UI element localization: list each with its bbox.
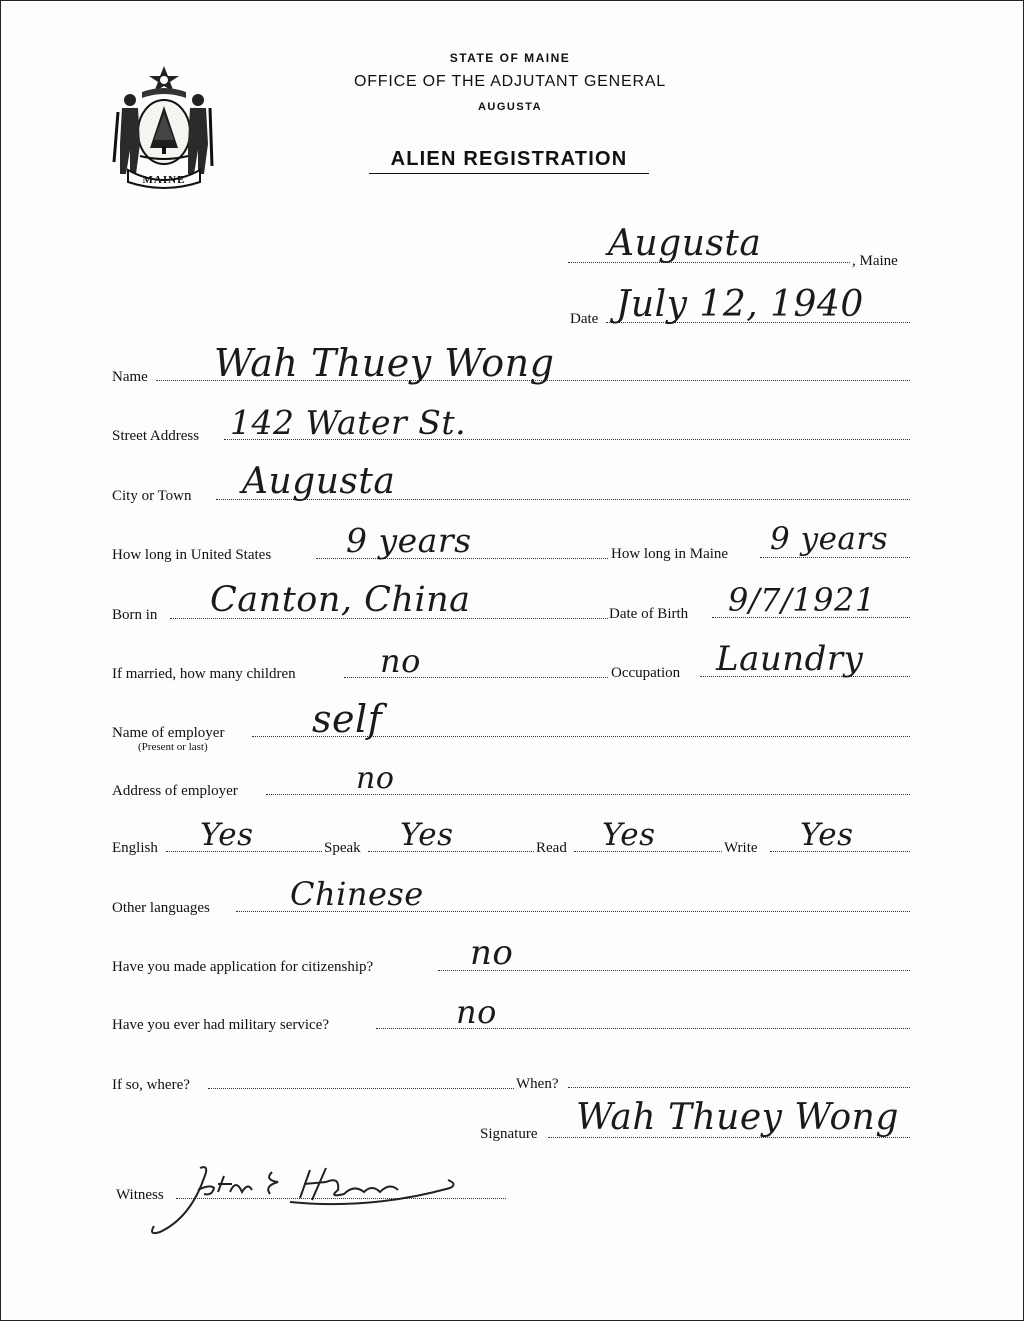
read-label: Read — [536, 840, 567, 856]
citizenship-value: no — [470, 933, 514, 973]
office-heading: OFFICE OF THE ADJUTANT GENERAL — [353, 73, 667, 90]
how-long-us-value: 9 years — [346, 521, 472, 560]
how-long-us-label: How long in United States — [112, 547, 272, 563]
write-label: Write — [724, 840, 758, 856]
witness-label: Witness — [116, 1187, 164, 1203]
city-label: City or Town — [112, 488, 192, 504]
military-label: Have you ever had military service? — [112, 1017, 329, 1033]
citizenship-label: Have you made application for citizenship? — [112, 959, 374, 975]
other-languages-value: Chinese — [290, 875, 424, 913]
how-long-maine-label: How long in Maine — [611, 546, 729, 562]
other-languages-label: Other languages — [112, 900, 210, 916]
speak-label: Speak — [324, 840, 361, 856]
employer-address-label: Address of employer — [112, 783, 238, 799]
born-in-label: Born in — [112, 607, 158, 623]
city-heading: AUGUSTA — [477, 101, 543, 113]
where-label: If so, where? — [112, 1077, 190, 1093]
employer-sublabel: (Present or last) — [138, 741, 208, 753]
form-title: ALIEN REGISTRATION — [390, 148, 628, 170]
children-value: no — [380, 642, 421, 680]
when-line — [568, 1087, 910, 1088]
signature-value: Wah Thuey Wong — [576, 1097, 899, 1138]
employer-value: self — [312, 697, 383, 741]
english-label: English — [112, 840, 158, 856]
english-value: Yes — [200, 817, 254, 853]
how-long-maine-value: 9 years — [770, 521, 889, 557]
employer-address-value: no — [356, 761, 395, 796]
street-address-value: 142 Water St. — [230, 403, 467, 442]
military-value: no — [456, 993, 497, 1031]
name-value: Wah Thuey Wong — [214, 341, 555, 385]
when-label: When? — [516, 1076, 559, 1092]
name-label: Name — [112, 369, 148, 385]
place-value: Augusta — [608, 223, 762, 264]
how-long-maine-line — [760, 557, 910, 558]
speak-value: Yes — [400, 817, 454, 853]
write-value: Yes — [800, 817, 854, 853]
read-value: Yes — [602, 817, 656, 853]
children-label: If married, how many children — [112, 666, 296, 682]
occupation-value: Laundry — [716, 639, 864, 679]
title-underline — [369, 173, 649, 174]
born-in-value: Canton, China — [210, 580, 471, 620]
place-suffix: , Maine — [852, 253, 898, 269]
occupation-label: Occupation — [611, 665, 681, 681]
employer-label: Name of employer — [112, 725, 225, 741]
witness-signature — [140, 1158, 480, 1240]
street-address-label: Street Address — [112, 428, 200, 444]
city-value: Augusta — [242, 461, 396, 502]
seal-text: MAINE — [142, 174, 186, 186]
date-label: Date — [570, 311, 599, 327]
signature-label: Signature — [480, 1126, 538, 1142]
date-of-birth-value: 9/7/1921 — [728, 581, 876, 619]
state-heading: STATE OF MAINE — [449, 51, 571, 65]
date-value: July 12, 1940 — [616, 284, 864, 325]
where-line — [208, 1088, 514, 1089]
date-of-birth-label: Date of Birth — [609, 606, 689, 622]
